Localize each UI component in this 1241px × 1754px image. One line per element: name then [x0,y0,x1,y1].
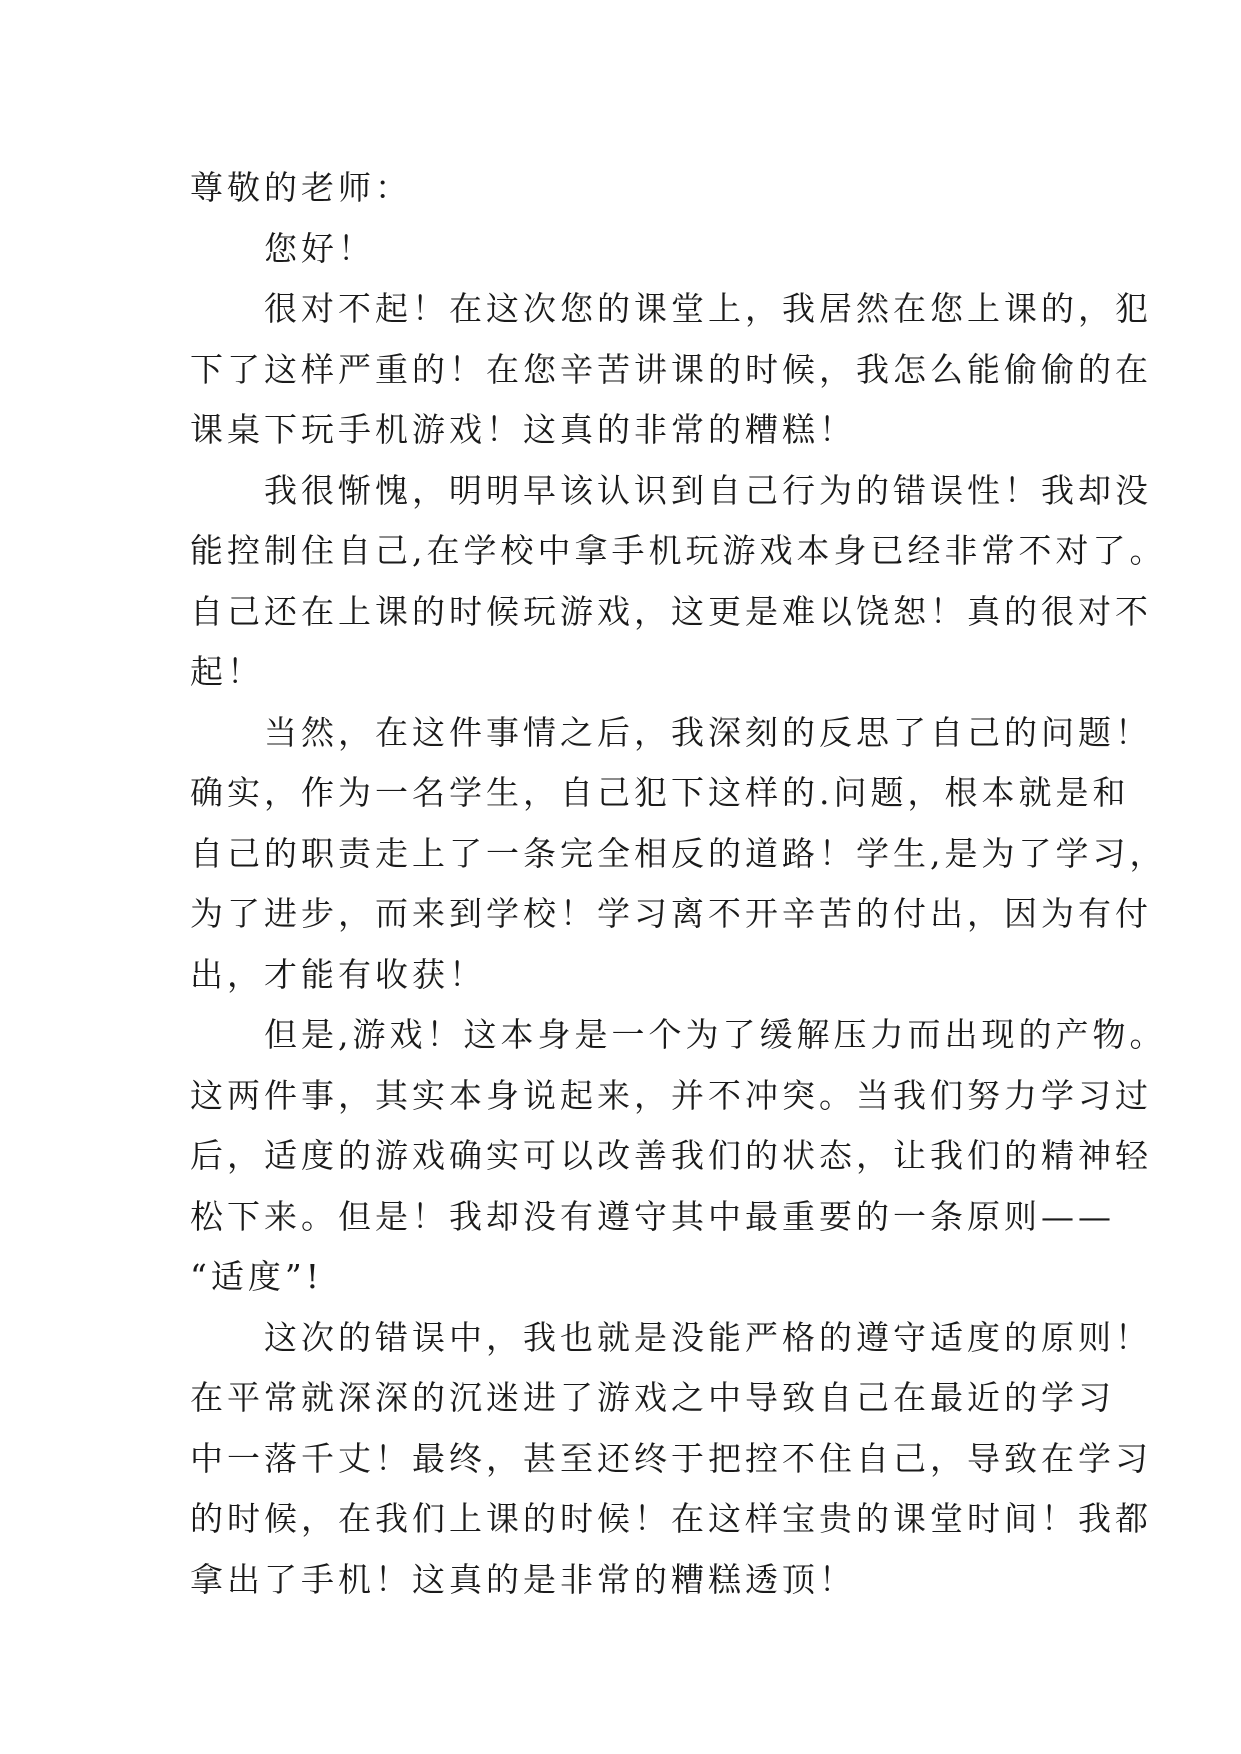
letter-body [190,158,1167,1610]
salutation-line: 尊敬的老师： [190,168,412,207]
text-line: 拿出了手机！这真的是非常的糟糕透顶！ [190,1559,856,1599]
text-line: 能控制住自己,在学校中拿手机玩游戏本身已经非常不对了。 [190,531,1167,570]
text-line: 我很惭愧，明明早该认识到自己行为的错误性！我却没 [190,470,1152,510]
text-line: 很对不起！在这次您的课堂上，我居然在您上课的，犯 [190,289,1152,328]
text-line: 后，适度的游戏确实可以改善我们的状态，让我们的精神轻 [190,1136,1152,1175]
text-line: 的时候，在我们上课的时候！在这样宝贵的课堂时间！我都 [190,1499,1152,1538]
text-line: 课桌下玩手机游戏！这真的非常的糟糕！ [190,410,856,449]
text-line: 在平常就深深的沉迷进了游戏之中导致自己在最近的学习 [190,1378,1115,1417]
text-line: 起！ [190,652,264,691]
text-line: 当然，在这件事情之后，我深刻的反思了自己的问题！ [190,712,1152,752]
text-line: 松下来。但是！我却没有遵守其中最重要的一条原则—— [190,1196,1115,1236]
text-line: 但是,游戏！这本身是一个为了缓解压力而出现的产物。 [190,1015,1167,1054]
text-line: 确实，作为一名学生，自己犯下这样的.问题，根本就是和 [190,773,1130,812]
text-line: 这次的错误中，我也就是没能严格的遵守适度的原则！ [190,1317,1152,1357]
text-line: 下了这样严重的！在您辛苦讲课的时候，我怎么能偷偷的在 [190,349,1152,389]
text-line: 自己的职责走上了一条完全相反的道路！学生,是为了学习， [190,833,1167,873]
greeting-line: 您好！ [190,228,375,268]
text-line: 出，才能有收获！ [190,954,486,994]
text-line: “适度”! [190,1257,324,1296]
text-line: 这两件事，其实本身说起来，并不冲突。当我们努力学习过 [190,1075,1152,1115]
text-line: 为了进步，而来到学校！学习离不开辛苦的付出，因为有付 [190,894,1152,933]
text-line: 自己还在上课的时候玩游戏，这更是难以饶恕！真的很对不 [190,591,1152,631]
text-line: 中一落千丈！最终，甚至还终于把控不住自己，导致在学习 [190,1438,1152,1478]
